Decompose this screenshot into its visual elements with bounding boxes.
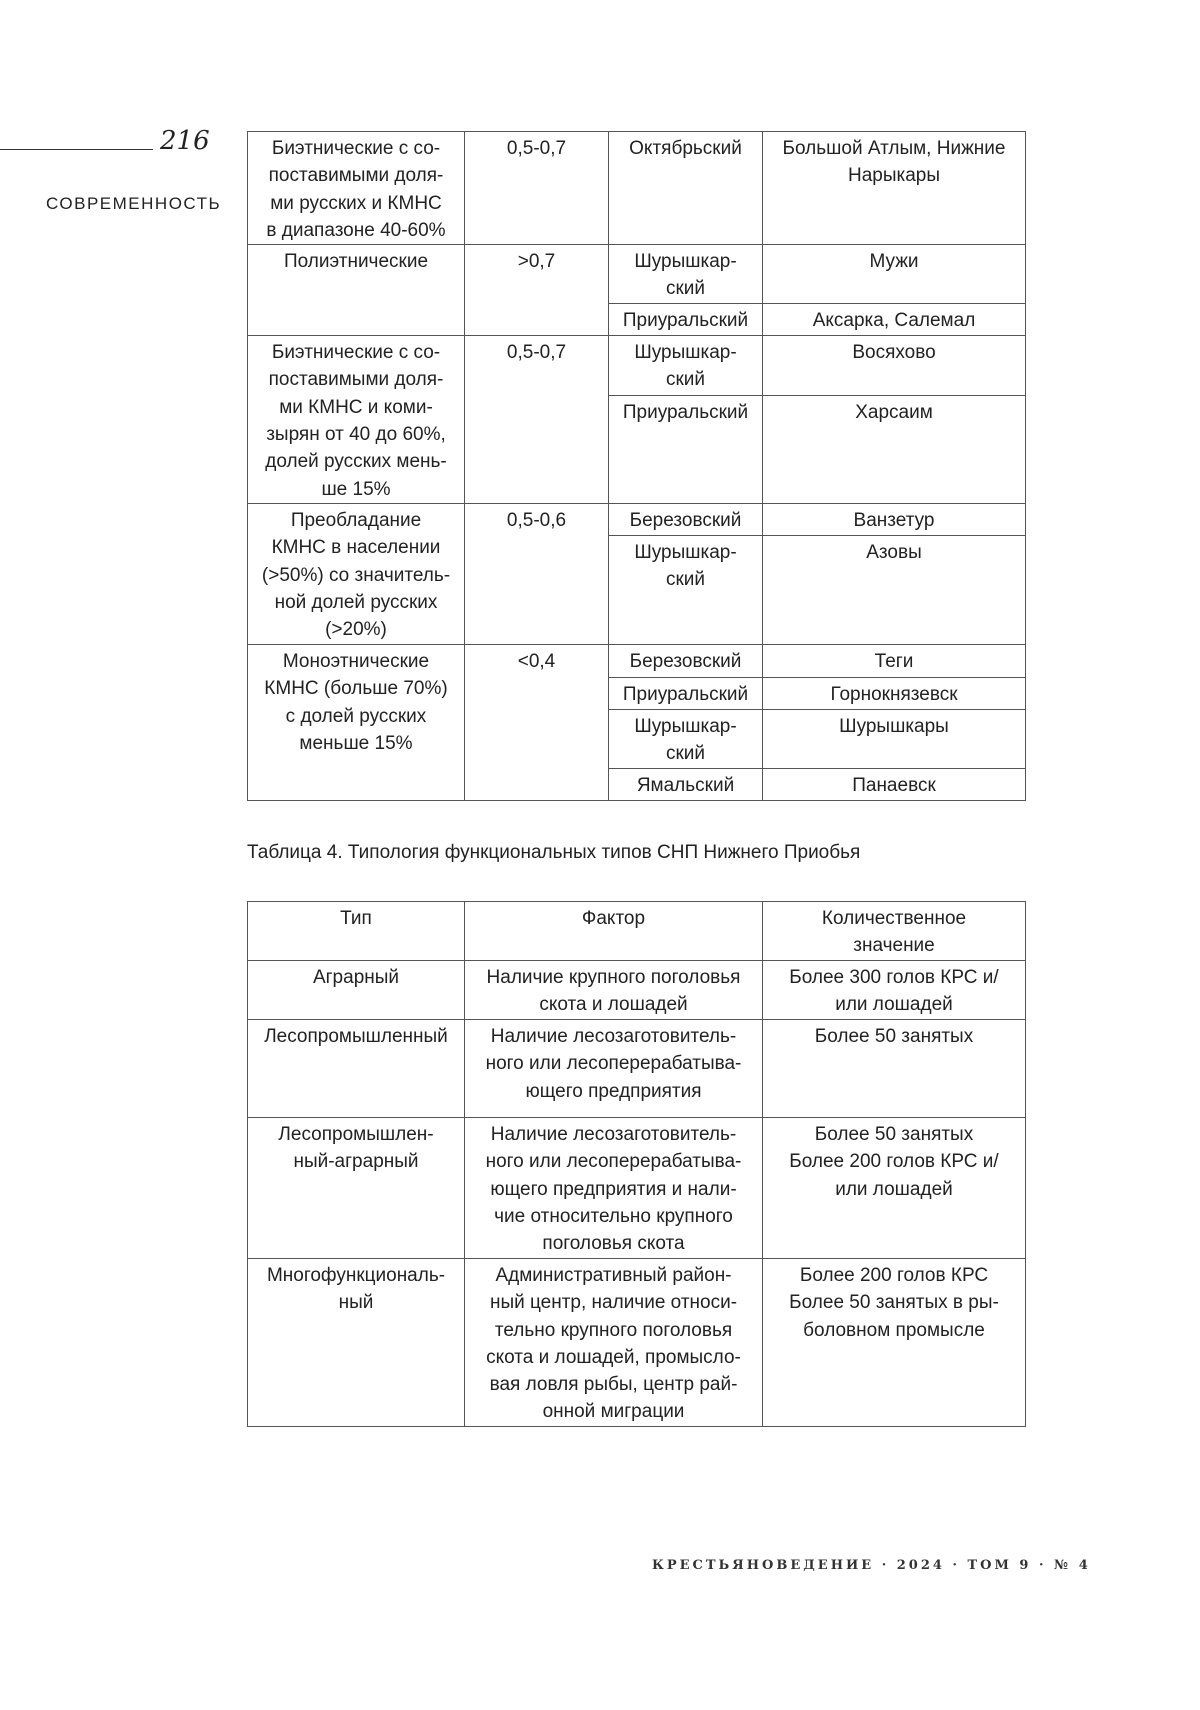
cell-type: Лесопромышленный xyxy=(248,1020,465,1118)
cell-district: Приуральский xyxy=(609,304,763,336)
cell-factor: Наличие лесозаготовитель- ного или лесоперерабатыва- ющего предприятия xyxy=(465,1020,763,1118)
table-row xyxy=(248,645,1026,678)
cell-settlements: Аксарка, Салемал xyxy=(763,304,1026,336)
cell-type: Преобладание КМНС в населении (>50%) со значитель- ной долей русских (>20%) xyxy=(248,504,465,645)
cell-type: Моноэтнические КМНС (больше 70%) с долей русских меньше 15% xyxy=(248,645,465,801)
cell-district: Приуральский xyxy=(609,396,763,504)
cell-factor: Наличие лесозаготовитель- ного или лесоперерабатыва- ющего предприятия и нали- чие относительно крупного поголовья скота xyxy=(465,1118,763,1259)
cell-settlements: Ванзетур xyxy=(763,504,1026,536)
page-number: 216 xyxy=(160,126,210,156)
cell-district: Шурышкар- ский xyxy=(609,336,763,396)
cell-factor: Административный район- ный центр, наличие относи- тельно крупного поголовья скота и лошадей, промысло- вая ловля рыбы, центр рай- онной миграции xyxy=(465,1259,763,1427)
table-3-continued xyxy=(247,131,1026,801)
table-row xyxy=(248,1118,1026,1259)
table-row xyxy=(248,336,1026,396)
cell-district: Октябрьский xyxy=(609,132,763,245)
section-title: СОВРЕМЕННОСТЬ xyxy=(46,194,222,213)
cell-index: 0,5-0,6 xyxy=(465,504,609,645)
cell-type: Многофункциональ- ный xyxy=(248,1259,465,1427)
header-cell: Количественное значение xyxy=(763,902,1026,961)
cell-settlements: Теги xyxy=(763,645,1026,678)
cell-settlements: Горнокнязевск xyxy=(763,678,1026,710)
cell-type: Аграрный xyxy=(248,961,465,1020)
table-4 xyxy=(247,901,1026,1427)
cell-type: Биэтнические с со- поставимыми доля- ми русских и КМНС в диапазоне 40-60% xyxy=(248,132,465,245)
table-row xyxy=(248,245,1026,304)
cell-settlements: Панаевск xyxy=(763,769,1026,801)
cell-district: Шурышкар- ский xyxy=(609,710,763,769)
cell-value: Более 50 занятых Более 200 голов КРС и/ или лошадей xyxy=(763,1118,1026,1259)
cell-value: Более 200 голов КРС Более 50 занятых в ры- боловном промысле xyxy=(763,1259,1026,1427)
cell-value: Более 300 голов КРС и/ или лошадей xyxy=(763,961,1026,1020)
cell-settlements: Шурышкары xyxy=(763,710,1026,769)
cell-index: 0,5-0,7 xyxy=(465,132,609,245)
header-rule xyxy=(0,149,153,150)
cell-index: <0,4 xyxy=(465,645,609,801)
cell-type: Биэтнические с со- поставимыми доля- ми КМНС и коми- зырян от 40 до 60%, долей русских мень- ше 15% xyxy=(248,336,465,504)
journal-footer: КРЕСТЬЯНОВЕДЕНИЕ · 2024 · ТОМ 9 · № 4 xyxy=(652,1558,1091,1573)
cell-factor: Наличие крупного поголовья скота и лошадей xyxy=(465,961,763,1020)
cell-type: Полиэтнические xyxy=(248,245,465,336)
cell-district: Ямальский xyxy=(609,769,763,801)
table-row xyxy=(248,504,1026,536)
cell-index: >0,7 xyxy=(465,245,609,336)
cell-settlements: Мужи xyxy=(763,245,1026,304)
cell-district: Шурышкар- ский xyxy=(609,536,763,645)
table-row xyxy=(248,1020,1026,1118)
table-row xyxy=(248,132,1026,245)
cell-settlements: Азовы xyxy=(763,536,1026,645)
cell-settlements: Большой Атлым, Нижние Нарыкары xyxy=(763,132,1026,245)
table-row xyxy=(248,961,1026,1020)
cell-district: Березовский xyxy=(609,645,763,678)
table-row xyxy=(248,1259,1026,1427)
cell-type: Лесопромышлен- ный-аграрный xyxy=(248,1118,465,1259)
table-header-row xyxy=(248,902,1026,961)
cell-index: 0,5-0,7 xyxy=(465,336,609,504)
cell-settlements: Восяхово xyxy=(763,336,1026,396)
cell-district: Шурышкар- ский xyxy=(609,245,763,304)
cell-value: Более 50 занятых xyxy=(763,1020,1026,1118)
cell-settlements: Харсаим xyxy=(763,396,1026,504)
cell-district: Приуральский xyxy=(609,678,763,710)
cell-district: Березовский xyxy=(609,504,763,536)
header-cell: Фактор xyxy=(465,902,763,961)
table-4-caption: Таблица 4. Типология функциональных типов СНП Нижнего Приобья xyxy=(247,842,861,863)
header-cell: Тип xyxy=(248,902,465,961)
